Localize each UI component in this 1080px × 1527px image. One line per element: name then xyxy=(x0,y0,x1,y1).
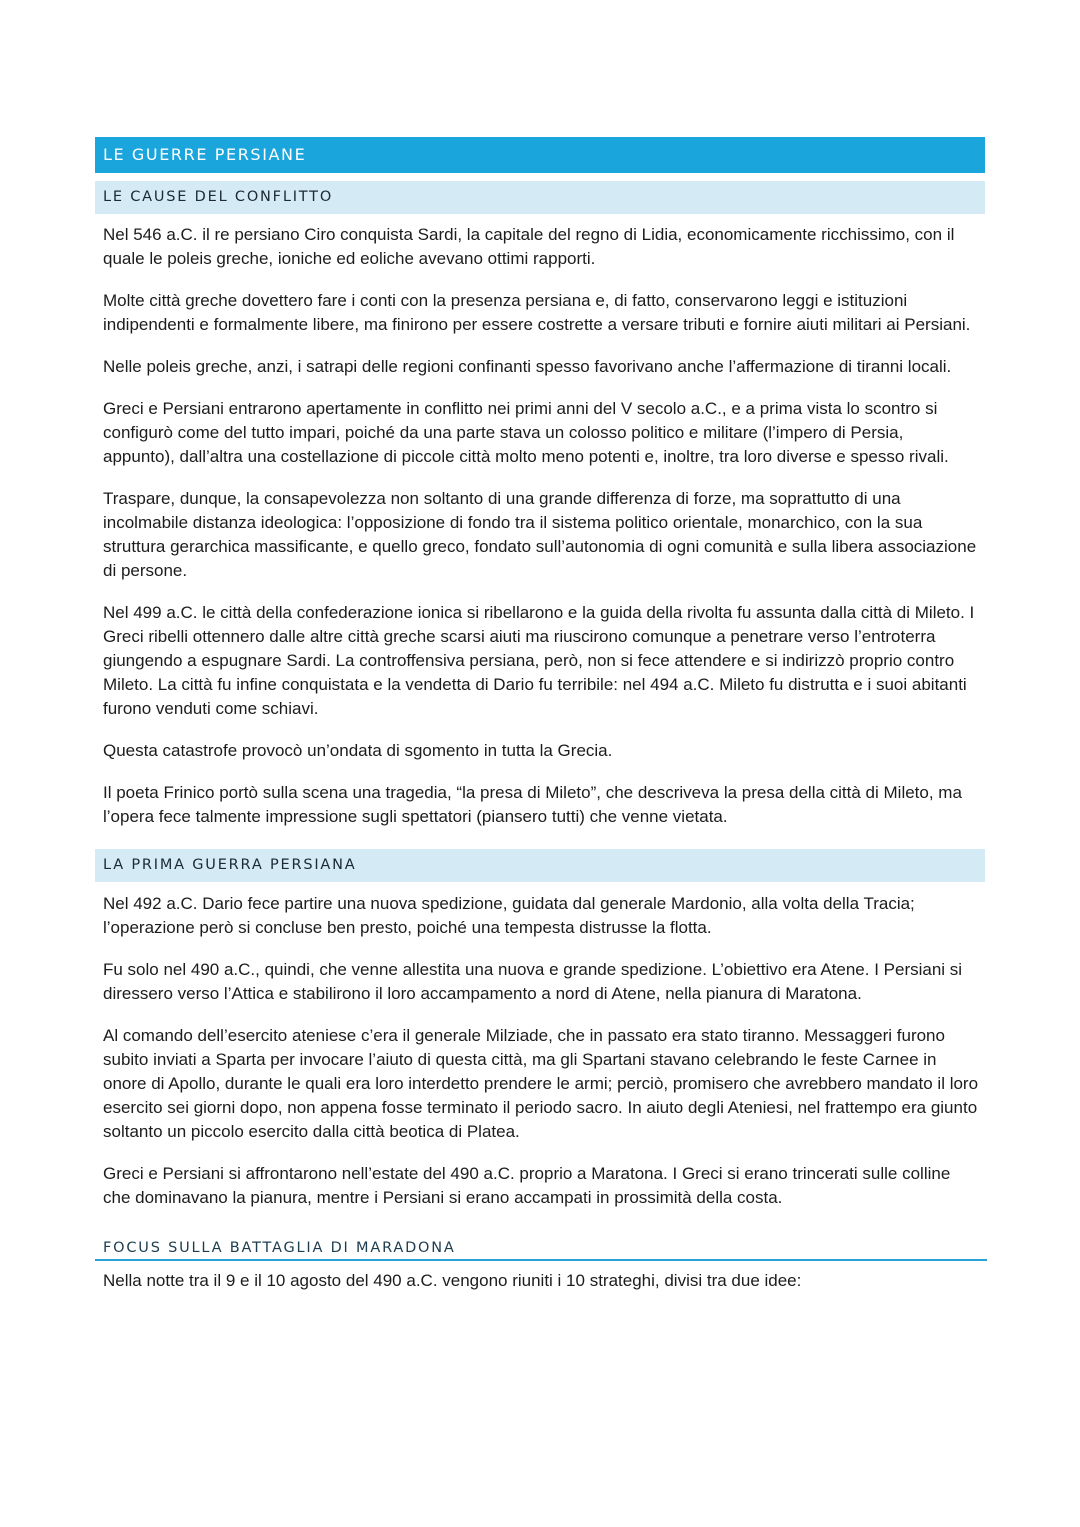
paragraph: Nel 499 a.C. le città della confederazione ionica si ribellarono e la guida della rivolta fu assunta dalla città di Mileto. I Greci ribelli ottennero dalle altre città greche scarsi aiuti ma riuscirono comunque a penetrare verso l’entroterra giungendo a espugnare Sardi. La controffensiva persiana, però, non si fece attendere e si indirizzò proprio contro Mileto. La città fu infine conquistata e la vendetta di Dario fu terribile: nel 494 a.C. Mileto fu distrutta e i suoi abitanti furono venduti come schiavi. xyxy=(103,603,975,718)
paragraph: Nel 492 a.C. Dario fece partire una nuova spedizione, guidata dal generale Mardonio, alla volta della Tracia; l’operazione però si concluse ben presto, poiché una tempesta distrusse la flotta. xyxy=(103,894,915,937)
paragraph: Al comando dell’esercito ateniese c’era il generale Milziade, che in passato era stato tiranno. Messaggeri furono subito inviati a Sparta per invocare l’aiuto di questa città, ma gli Spartani stavano celebrando le feste Carnee in onore di Apollo, durante le quali era loro interdetto prendere le armi; perciò, promisero che avrebbero mandato il loro esercito sei giorni dopo, non appena fosse terminato il periodo sacro. In aiuto degli Ateniesi, nel frattempo era giunto soltanto un piccolo esercito dalla città beotica di Platea. xyxy=(103,1026,979,1141)
document-title: LE GUERRE PERSIANE xyxy=(95,137,985,173)
section-heading-cause: LE CAUSE DEL CONFLITTO xyxy=(95,181,985,214)
paragraph: Nel 546 a.C. il re persiano Ciro conquista Sardi, la capitale del regno di Lidia, economicamente ricchissimo, con il quale le poleis greche, ioniche ed eoliche avevano ottimi rapporti. xyxy=(103,225,955,268)
paragraph: Greci e Persiani entrarono apertamente in conflitto nei primi anni del V secolo a.C., e a prima vista lo scontro si configurò come del tutto impari, poiché da una parte stava un colosso politico e militare (l’impero di Persia, appunto), dall’altra una costellazione di piccole città molto meno potenti e, inoltre, tra loro diverse e spesso rivali. xyxy=(103,399,949,466)
section-heading-focus: FOCUS SULLA BATTAGLIA DI MARADONA xyxy=(95,1237,987,1261)
section-body-cause xyxy=(95,223,985,829)
paragraph: Il poeta Frinico portò sulla scena una tragedia, “la presa di Mileto”, che descriveva la presa della città di Mileto, ma l’opera fece talmente impressione sugli spettatori (piansero tutti) che venne vietata. xyxy=(103,783,962,826)
section-body-focus xyxy=(95,1269,985,1293)
paragraph: Fu solo nel 490 a.C., quindi, che venne allestita una nuova e grande spedizione. L’obiettivo era Atene. I Persiani si diressero verso l’Attica e stabilirono il loro accampamento a nord di Atene, nella pianura di Maratona. xyxy=(103,960,963,1003)
section-body-first-war xyxy=(95,892,985,1210)
section-heading-first-war: LA PRIMA GUERRA PERSIANA xyxy=(95,849,985,882)
paragraph: Nelle poleis greche, anzi, i satrapi delle regioni confinanti spesso favorivano anche l’affermazione di tiranni locali. xyxy=(103,357,952,376)
paragraph: Molte città greche dovettero fare i conti con la presenza persiana e, di fatto, conservarono leggi e istituzioni indipendenti e formalmente libere, ma finirono per essere costrette a versare tributi e fornire aiuti militari ai Persiani. xyxy=(103,291,971,334)
document-page xyxy=(95,137,985,1293)
paragraph: Traspare, dunque, la consapevolezza non soltanto di una grande differenza di forze, ma soprattutto di una incolmabile distanza ideologica: l’opposizione di fondo tra il sistema politico orientale, monarchico, con la sua struttura gerarchica massificante, e quello greco, fondato sull’autonomia di ogni comunità e sulla libera associazione di persone. xyxy=(103,489,977,580)
paragraph: Nella notte tra il 9 e il 10 agosto del 490 a.C. vengono riuniti i 10 strateghi, divisi tra due idee: xyxy=(103,1271,802,1290)
paragraph: Questa catastrofe provocò un’ondata di sgomento in tutta la Grecia. xyxy=(103,741,613,760)
paragraph: Greci e Persiani si affrontarono nell’estate del 490 a.C. proprio a Maratona. I Greci si erano trincerati sulle colline che dominavano la pianura, mentre i Persiani si erano accampati in prossimità della costa. xyxy=(103,1164,951,1207)
